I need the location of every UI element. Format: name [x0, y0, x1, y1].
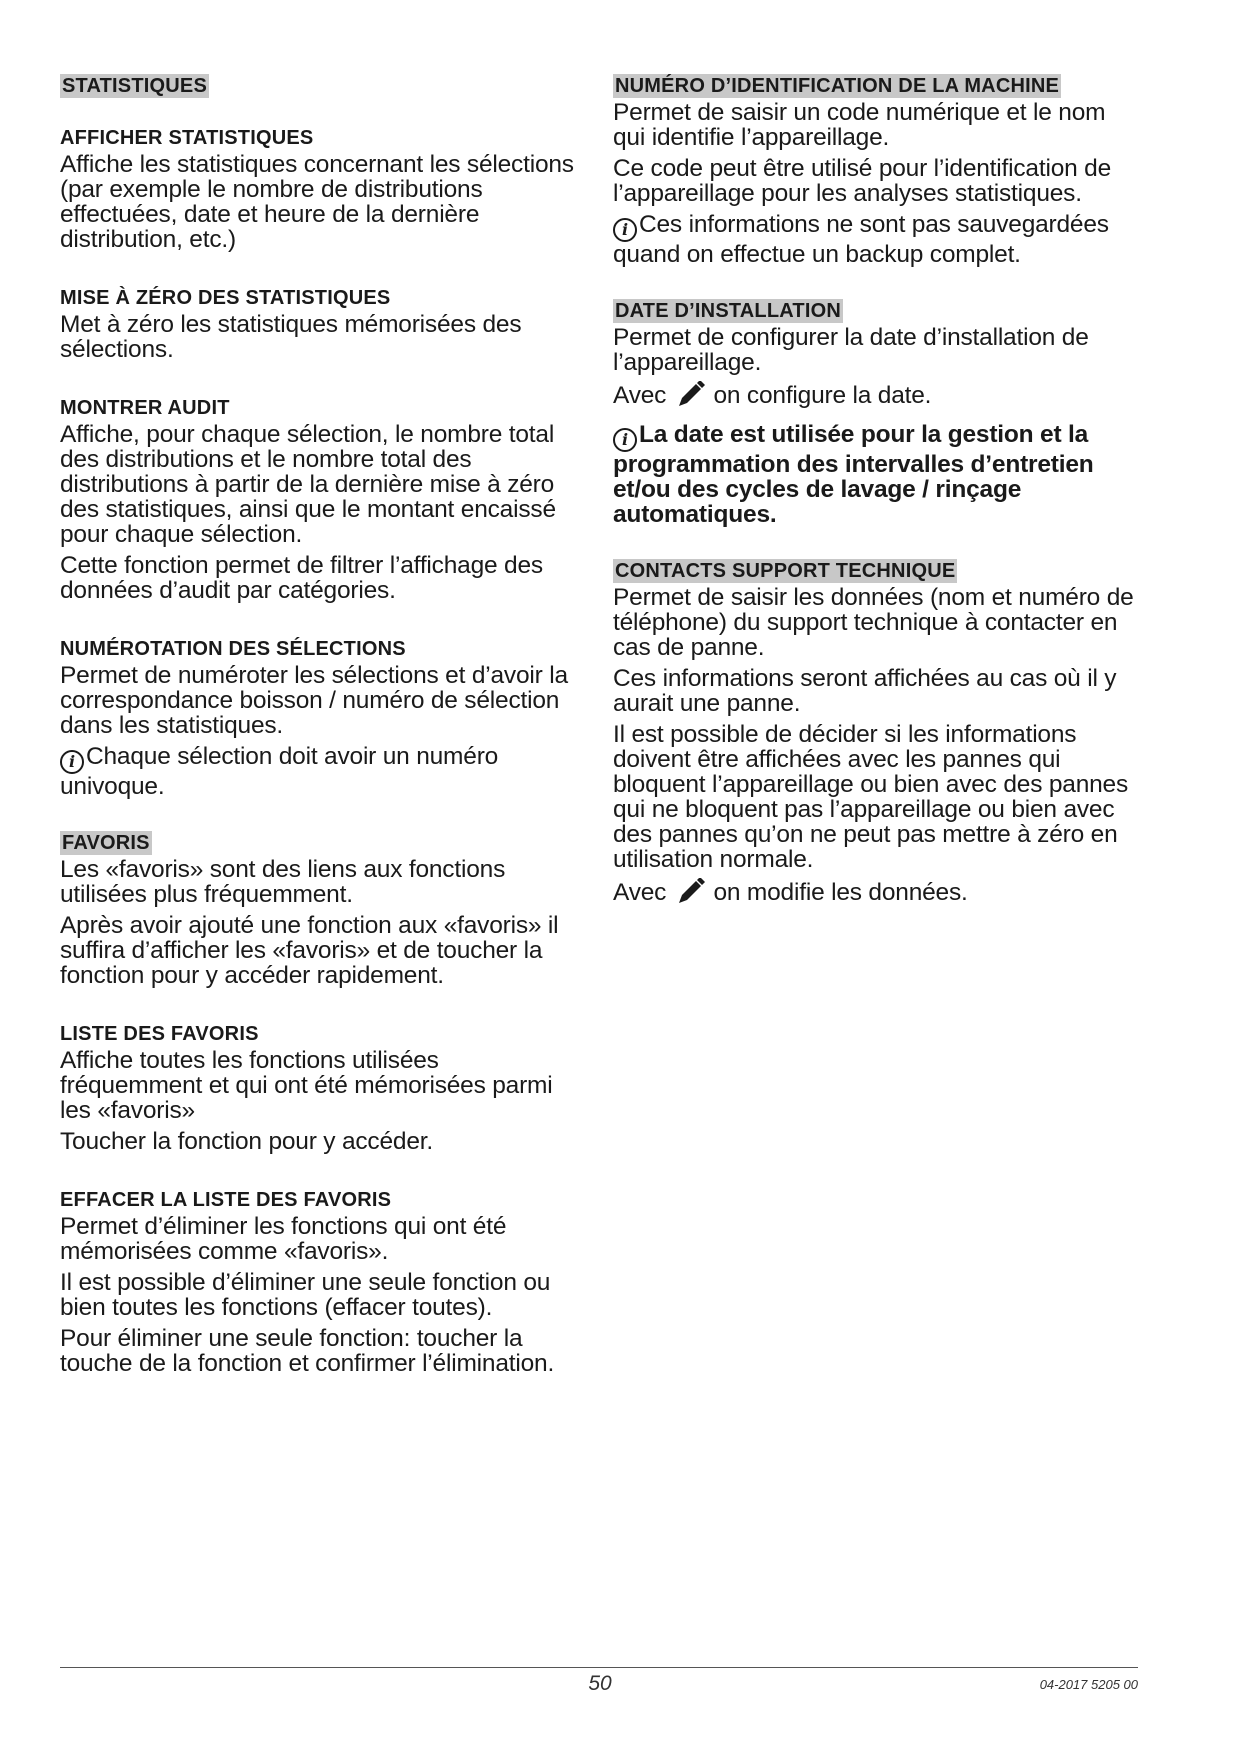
paragraph-effacer-2: Il est possible d’éliminer une seule fonction ou bien toutes les fonctions (effacer toutes). [60, 1269, 551, 1321]
info-icon: i [613, 428, 637, 452]
paragraph-numero-1: Permet de saisir un code numérique et le nom qui identifie l’appareillage. [613, 99, 1106, 151]
contacts-avec-word: Avec [613, 879, 667, 906]
note-numero-text: Ces informations ne sont pas sauvegardées quand on effectue un backup complet. [613, 211, 1109, 268]
paragraph-numero-2: Ce code peut être utilisé pour l’identification de l’appareillage pour les analyses statistiques. [613, 155, 1112, 207]
paragraph-date-avec [613, 381, 1138, 408]
paragraph-effacer-3: Pour éliminer une seule fonction: toucher la touche de la fonction et confirmer l’élimination. [60, 1325, 555, 1377]
paragraph-contacts-1: Permet de saisir les données (nom et numéro de téléphone) du support technique à contacter en cas de panne. [613, 584, 1134, 661]
paragraph-mise-a-zero: Met à zéro les statistiques mémorisées des sélections. [60, 311, 522, 363]
right-column [613, 74, 1138, 911]
subsection-title-effacer-liste: EFFACER LA LISTE DES FAVORIS [60, 1189, 392, 1211]
subsection-title-liste-favoris: LISTE DES FAVORIS [60, 1023, 259, 1045]
paragraph-afficher-statistiques: Affiche les statistiques concernant les sélections (par exemple le nombre de distributions effectuées, date et heure de la dernière distribution, etc.) [60, 151, 574, 253]
paragraph-date-1: Permet de configurer la date d’installation de l’appareillage. [613, 324, 1089, 376]
section-title-statistiques: STATISTIQUES [62, 75, 207, 97]
note-date [613, 422, 1138, 527]
info-icon: i [613, 218, 637, 242]
subsection-title-numerotation: NUMÉROTATION DES SÉLECTIONS [60, 638, 406, 660]
section-title-numero-identification: NUMÉRO D’IDENTIFICATION DE LA MACHINE [615, 75, 1060, 97]
pencil-icon [675, 381, 705, 407]
info-icon: i [60, 750, 84, 774]
paragraph-contacts-avec [613, 878, 1138, 905]
date-avec-word: Avec [613, 382, 667, 409]
page-number: 50 [588, 1672, 612, 1695]
footer-divider [60, 1667, 1138, 1668]
contacts-avec-rest: on modifie les données. [713, 879, 968, 906]
pencil-icon [675, 878, 705, 904]
note-numerotation-text: Chaque sélection doit avoir un numéro univoque. [60, 743, 499, 800]
paragraph-montrer-audit-1: Affiche, pour chaque sélection, le nombre total des distributions et le nombre total des distributions à partir de la dernière mise à zéro des statistiques, ainsi que le montant encaissé pour chaque sélection. [60, 421, 556, 548]
paragraph-numerotation: Permet de numéroter les sélections et d’avoir la correspondance boisson / numéro de sélection dans les statistiques. [60, 662, 568, 739]
paragraph-liste-favoris-2: Toucher la fonction pour y accéder. [60, 1128, 433, 1155]
paragraph-liste-favoris-1: Affiche toutes les fonctions utilisées fréquemment et qui ont été mémorisées parmi les «favoris» [60, 1047, 553, 1124]
note-numerotation [60, 744, 585, 799]
note-date-text: La date est utilisée pour la gestion et la programmation des intervalles d’entretien et/ou des cycles de lavage / rinçage automatiques. [613, 421, 1094, 528]
subsection-title-mise-a-zero: MISE À ZÉRO DES STATISTIQUES [60, 287, 391, 309]
paragraph-montrer-audit-2: Cette fonction permet de filtrer l’affichage des données d’audit par catégories. [60, 552, 543, 604]
paragraph-contacts-2: Ces informations seront affichées au cas où il y aurait une panne. [613, 665, 1117, 717]
paragraph-effacer-1: Permet d’éliminer les fonctions qui ont été mémorisées comme «favoris». [60, 1213, 507, 1265]
section-title-favoris: FAVORIS [62, 832, 150, 854]
left-column [60, 74, 585, 1382]
document-code: 04-2017 5205 00 [1039, 1677, 1138, 1692]
section-title-date-installation: DATE D’INSTALLATION [615, 300, 841, 322]
section-title-contacts-support: CONTACTS SUPPORT TECHNIQUE [615, 560, 956, 582]
note-numero [613, 212, 1138, 267]
paragraph-favoris-2: Après avoir ajouté une fonction aux «favoris» il suffira d’afficher les «favoris» et de toucher la fonction pour y accéder rapidement. [60, 912, 559, 989]
paragraph-contacts-3: Il est possible de décider si les informations doivent être affichées avec les pannes qui bloquent l’appareillage ou bien avec des pannes qui ne bloquent pas l’appareillage ou bien avec des pannes qu’on ne peut pas mettre à zéro en utilisation normale. [613, 721, 1129, 873]
paragraph-favoris-1: Les «favoris» sont des liens aux fonctions utilisées plus fréquemment. [60, 856, 506, 908]
date-avec-rest: on configure la date. [713, 382, 932, 409]
subsection-title-afficher-statistiques: AFFICHER STATISTIQUES [60, 127, 314, 149]
subsection-title-montrer-audit: MONTRER AUDIT [60, 397, 230, 419]
